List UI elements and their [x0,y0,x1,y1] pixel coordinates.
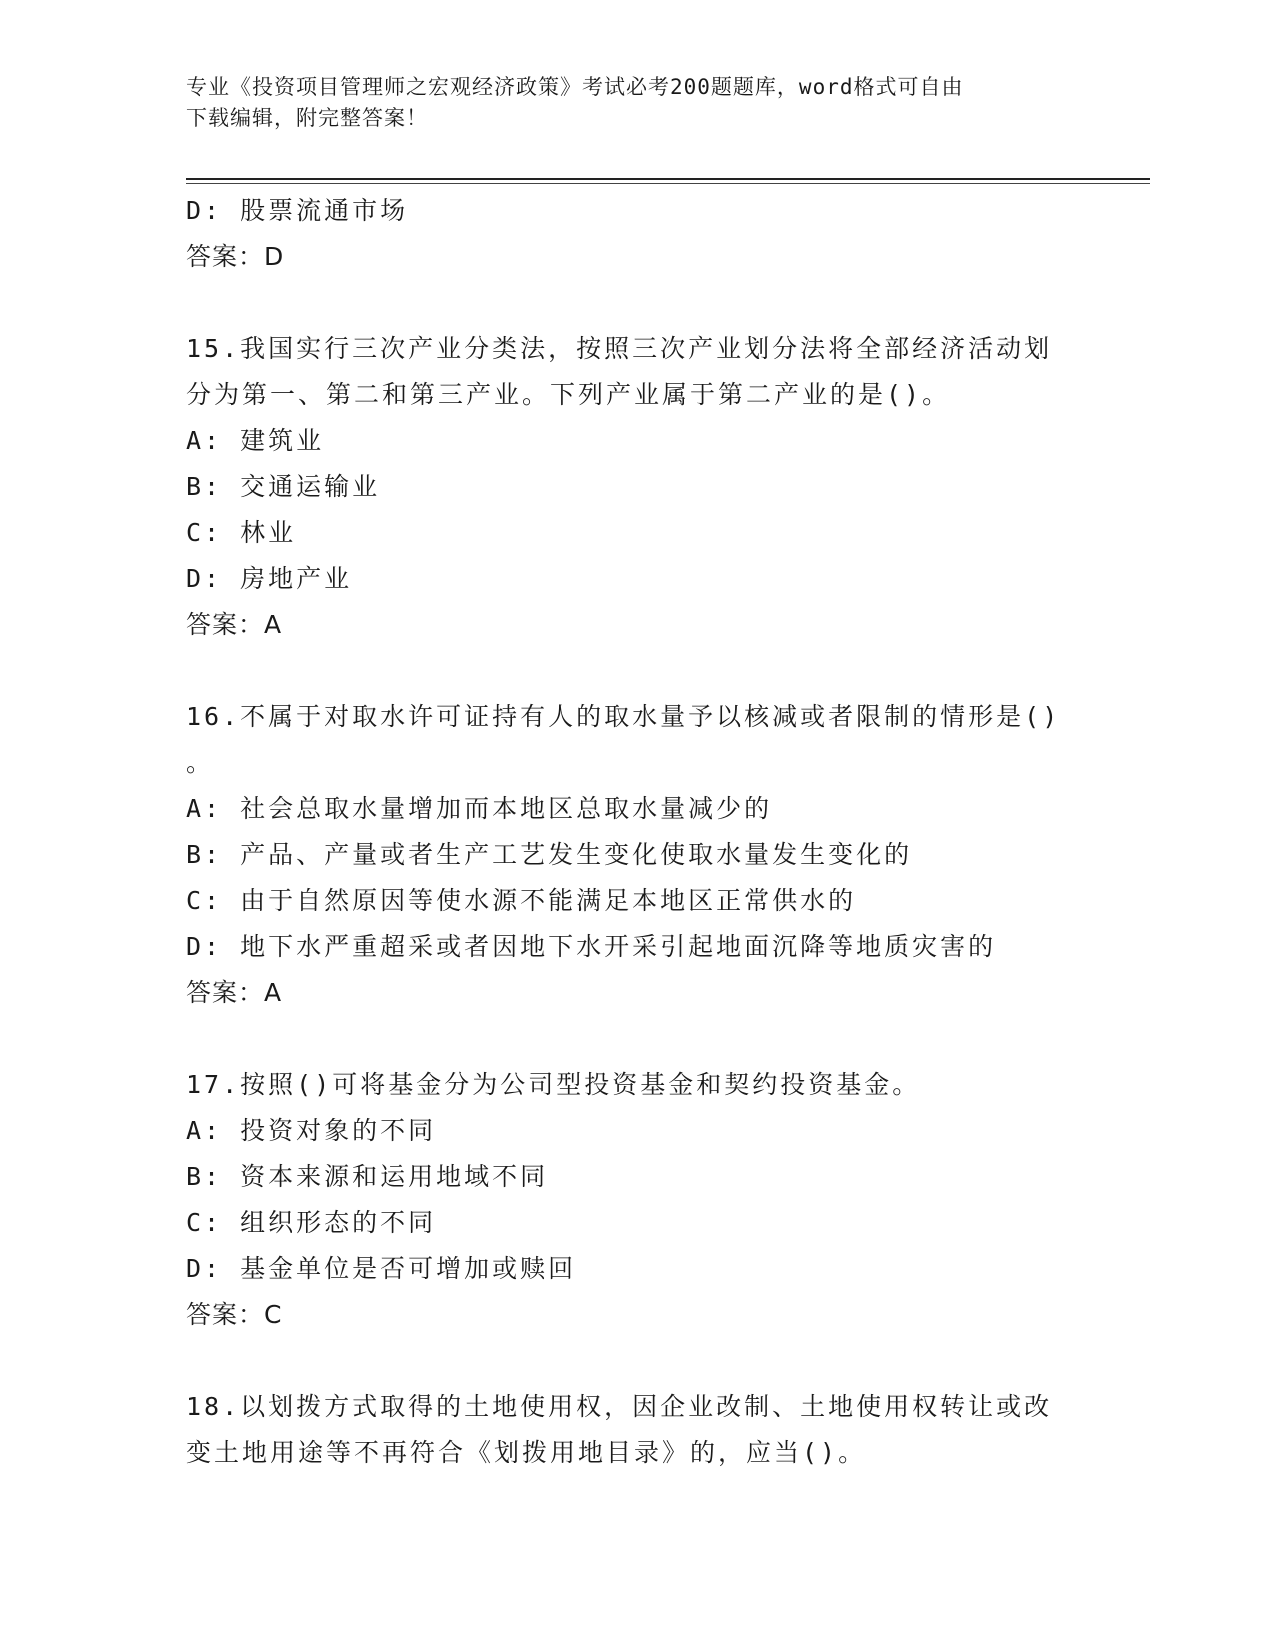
question-content [186,188,1106,1476]
question-text-line: 。 [186,748,215,777]
spacer [186,1338,1106,1384]
answer: 答案：C [186,1300,283,1329]
option-b: B: 交通运输业 [186,472,381,501]
header-divider-thick [186,178,1150,180]
option-a: A: 建筑业 [186,426,325,455]
option-d: D: 房地产业 [186,564,353,593]
answer: 答案：A [186,978,283,1007]
question-17 [186,1062,1106,1338]
spacer [186,648,1106,694]
answer: 答案：A [186,610,283,639]
question-text-line: 16.不属于对取水许可证持有人的取水量予以核减或者限制的情形是() [186,702,1061,731]
question-text-line: 17.按照()可将基金分为公司型投资基金和契约投资基金。 [186,1070,921,1099]
question-text-line: 分为第一、第二和第三产业。下列产业属于第二产业的是()。 [186,380,951,409]
spacer [186,280,1106,326]
prev-option-d: D: 股票流通市场 [186,196,409,225]
question-text-line: 15.我国实行三次产业分类法，按照三次产业划分法将全部经济活动划 [186,334,1053,363]
header-line-2: 下载编辑，附完整答案！ [186,106,428,130]
question-18 [186,1384,1106,1476]
question-text-line: 18.以划拨方式取得的土地使用权，因企业改制、土地使用权转让或改 [186,1392,1053,1421]
option-c: C: 林业 [186,518,297,547]
question-16 [186,694,1106,1016]
question-text-line: 变土地用途等不再符合《划拨用地目录》的，应当()。 [186,1438,867,1467]
spacer [186,1016,1106,1062]
header-line-1: 专业《投资项目管理师之宏观经济政策》考试必考200题题库，word格式可自由 [186,75,964,99]
option-c: C: 由于自然原因等使水源不能满足本地区正常供水的 [186,886,857,915]
header-divider-thin [186,183,1150,184]
prev-answer: 答案：D [186,242,285,271]
page-header [186,72,1086,134]
option-b: B: 产品、产量或者生产工艺发生变化使取水量发生变化的 [186,840,913,869]
option-a: A: 投资对象的不同 [186,1116,437,1145]
option-d: D: 地下水严重超采或者因地下水开采引起地面沉降等地质灾害的 [186,932,997,961]
option-d: D: 基金单位是否可增加或赎回 [186,1254,577,1283]
option-a: A: 社会总取水量增加而本地区总取水量减少的 [186,794,773,823]
option-c: C: 组织形态的不同 [186,1208,437,1237]
question-15 [186,326,1106,648]
option-b: B: 资本来源和运用地域不同 [186,1162,549,1191]
